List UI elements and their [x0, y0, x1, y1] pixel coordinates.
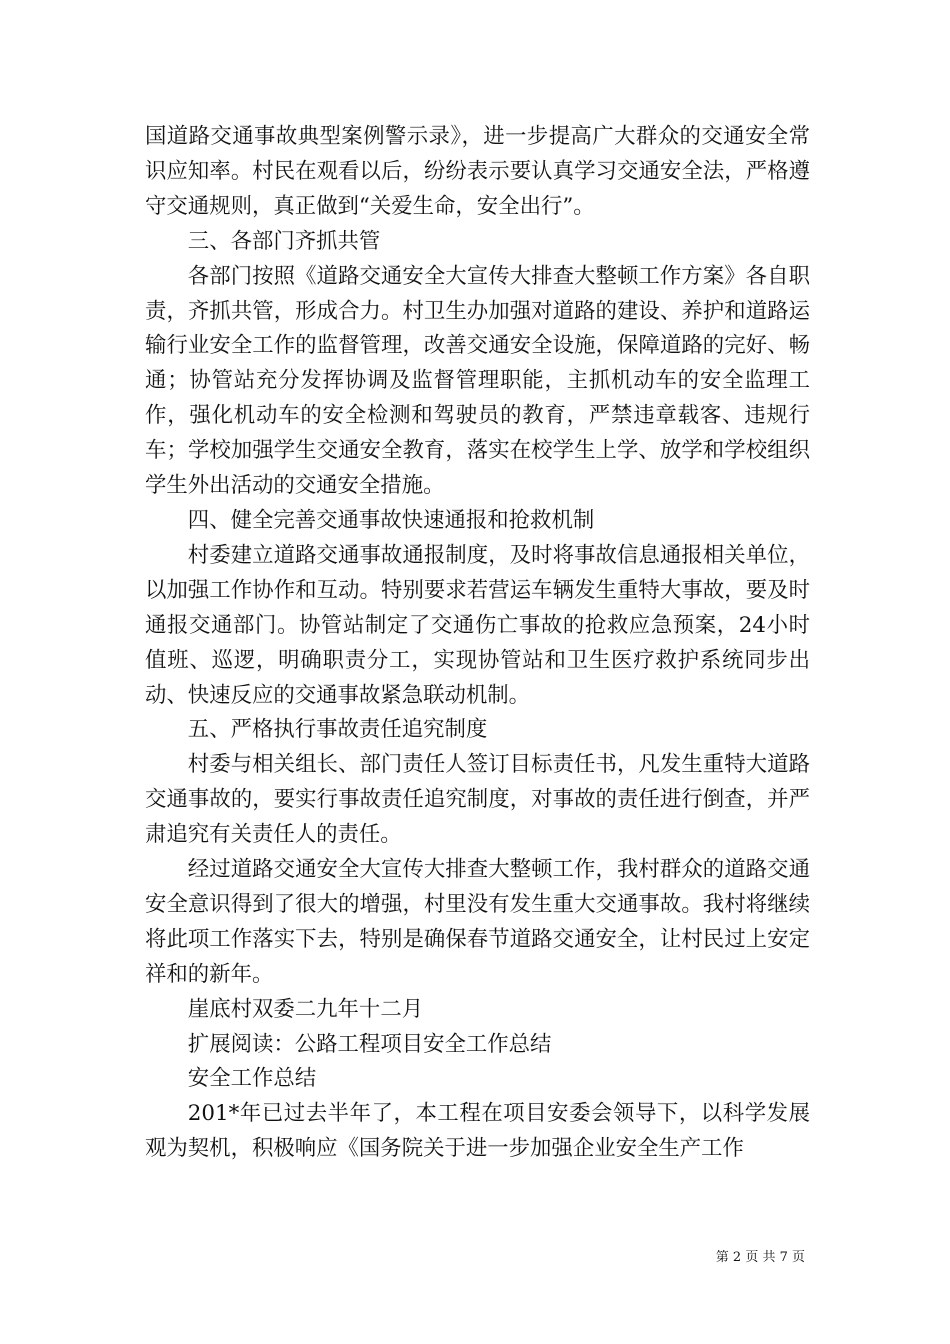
paragraph-section-5: 村委与相关组长、部门责任人签订目标责任书，凡发生重特大道路交通事故的，要实行事故责任追究制度，对事故的责任进行倒查，并严肃追究有关责任人的责任。 — [145, 752, 810, 848]
paragraph-conclusion: 经过道路交通安全大宣传大排查大整顿工作，我村群众的道路交通安全意识得到了很大的增强，村里没有发生重大交通事故。我村将继续将此项工作落实下去，特别是确保春节道路交通安全，让村民过上安定祥和的新年。 — [145, 857, 810, 987]
section-heading-4: 四、健全完善交通事故快速通报和抢救机制 — [187, 507, 595, 533]
paragraph-section-3: 各部门按照《道路交通安全大宣传大排查大整顿工作方案》各自职责，齐抓共管，形成合力。村卫生办加强对道路的建设、养护和道路运输行业安全工作的监督管理，改善交通安全设施，保障道路的完好、畅通；协管站充分发挥协调及监督管理职能，主抓机动车的安全监理工作，强化机动车的安全检测和驾驶员的教育，严禁违章载客、违规行车；学校加强学生交通安全教育，落实在校学生上学、放学和学校组织学生外出活动的交通安全措施。 — [145, 263, 810, 499]
page-number-footer: 第 2 页 共 7 页 — [715, 1250, 805, 1265]
paragraph-intro-continuation: 国道路交通事故典型案例警示录》，进一步提高广大群众的交通安全常识应知率。村民在观看以后，纷纷表示要认真学习交通安全法，严格遵守交通规则，真正做到“关爱生命，安全出行”。 — [145, 124, 810, 219]
signature-line: 崖底村双委二九年十二月 — [187, 996, 424, 1022]
section-heading-3: 三、各部门齐抓共管 — [187, 228, 381, 254]
paragraph-section-4: 村委建立道路交通事故通报制度，及时将事故信息通报相关单位，以加强工作协作和互动。特别要求若营运车辆发生重特大事故，要及时通报交通部门。协管站制定了交通伤亡事故的抢救应急预案，24小时值班、巡逻，明确职责分工，实现协管站和卫生医疗救护系统同步出动、快速反应的交通事故紧急联动机制。 — [145, 542, 810, 708]
extended-reading-title: 扩展阅读：公路工程项目安全工作总结 — [187, 1031, 552, 1057]
document-body — [145, 120, 810, 1167]
summary-title: 安全工作总结 — [187, 1066, 317, 1092]
section-heading-5: 五、严格执行事故责任追究制度 — [187, 717, 488, 743]
paragraph-summary-start: 201*年已过去半年了，本工程在项目安委会领导下，以科学发展观为契机，积极响应《国务院关于进一步加强企业安全生产工作 — [145, 1101, 810, 1162]
